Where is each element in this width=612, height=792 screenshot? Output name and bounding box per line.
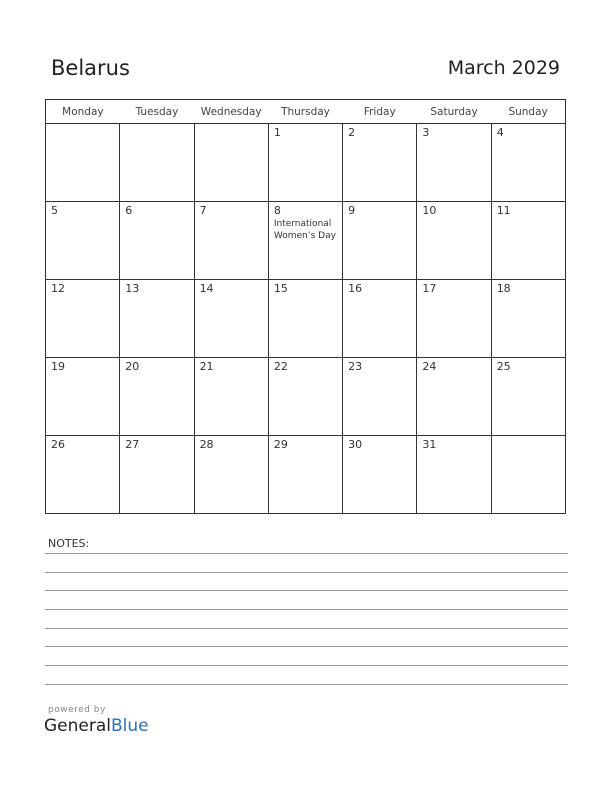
generalblue-logo <box>44 716 149 736</box>
day-cell <box>46 436 120 514</box>
day-number: 5 <box>51 204 58 217</box>
day-number: 18 <box>496 282 511 295</box>
weekday-header-monday: Monday <box>46 100 120 124</box>
month-year-title: March 2029 <box>447 57 560 79</box>
day-cell <box>194 124 268 202</box>
day-number: 21 <box>199 360 214 373</box>
note-line <box>45 665 568 666</box>
day-cell <box>194 202 268 280</box>
day-number: 23 <box>348 360 363 373</box>
week-row-4 <box>46 358 566 436</box>
day-number: 9 <box>348 204 356 217</box>
day-cell <box>120 280 194 358</box>
weekday-header-saturday: Saturday <box>417 100 491 124</box>
week-row-5 <box>46 436 566 514</box>
day-cell <box>343 202 417 280</box>
day-number: 30 <box>348 438 363 451</box>
day-number: 4 <box>496 126 504 139</box>
day-number: 12 <box>51 282 65 295</box>
day-cell <box>417 124 491 202</box>
day-cell <box>120 436 194 514</box>
day-number: 16 <box>348 282 363 295</box>
day-number: 1 <box>273 126 281 139</box>
note-line <box>45 572 568 573</box>
day-number: 10 <box>422 204 437 217</box>
weekday-header-thursday: Thursday <box>268 100 342 124</box>
day-number: 24 <box>422 360 437 373</box>
day-number: 26 <box>51 438 65 451</box>
note-line <box>45 553 568 554</box>
holiday-label: International Women’s Day <box>273 219 336 241</box>
day-cell <box>491 124 565 202</box>
day-cell <box>194 358 268 436</box>
day-cell <box>343 358 417 436</box>
day-number: 27 <box>125 438 140 451</box>
day-cell <box>343 280 417 358</box>
notes-label: NOTES: <box>48 537 90 550</box>
day-number: 31 <box>422 438 437 451</box>
day-number: 17 <box>422 282 437 295</box>
calendar-grid <box>45 99 566 514</box>
note-line <box>45 609 568 610</box>
weekday-header-wednesday: Wednesday <box>194 100 268 124</box>
day-number: 19 <box>51 360 65 373</box>
day-cell <box>491 436 565 514</box>
day-number: 11 <box>496 204 511 217</box>
week-row-1 <box>46 124 566 202</box>
day-cell <box>343 124 417 202</box>
day-number: 2 <box>348 126 356 139</box>
day-number: 22 <box>273 360 288 373</box>
weekday-header-tuesday: Tuesday <box>120 100 194 124</box>
day-number: 28 <box>199 438 214 451</box>
note-line <box>45 590 568 591</box>
day-cell <box>46 124 120 202</box>
day-number: 29 <box>273 438 288 451</box>
day-cell <box>268 202 342 280</box>
day-number: 7 <box>199 204 207 217</box>
day-cell <box>491 280 565 358</box>
day-cell <box>120 358 194 436</box>
weekday-header-sunday: Sunday <box>491 100 565 124</box>
note-line <box>45 646 568 647</box>
week-row-2 <box>46 202 566 280</box>
day-cell <box>120 124 194 202</box>
weekday-header-row <box>46 100 566 124</box>
country-title: Belarus <box>51 56 130 80</box>
day-number: 13 <box>125 282 140 295</box>
day-number: 8 <box>273 204 281 217</box>
day-cell <box>417 436 491 514</box>
day-cell <box>491 358 565 436</box>
brand-blue: Blue <box>111 716 149 736</box>
day-cell <box>46 280 120 358</box>
day-cell <box>417 280 491 358</box>
day-cell <box>417 202 491 280</box>
week-row-3 <box>46 280 566 358</box>
day-cell <box>194 436 268 514</box>
day-cell <box>343 436 417 514</box>
day-number: 20 <box>125 360 140 373</box>
powered-by-text: powered by <box>48 705 106 715</box>
weekday-header-friday: Friday <box>343 100 417 124</box>
day-cell <box>268 358 342 436</box>
day-number: 25 <box>496 360 511 373</box>
day-cell <box>491 202 565 280</box>
note-line <box>45 684 568 685</box>
day-cell <box>194 280 268 358</box>
note-line <box>45 628 568 629</box>
day-cell <box>46 358 120 436</box>
day-number: 15 <box>273 282 288 295</box>
day-cell <box>46 202 120 280</box>
brand-general: General <box>44 716 111 736</box>
day-cell <box>268 436 342 514</box>
day-cell <box>268 124 342 202</box>
day-cell <box>417 358 491 436</box>
day-number: 3 <box>422 126 430 139</box>
day-cell <box>120 202 194 280</box>
day-number: 6 <box>125 204 133 217</box>
day-number: 14 <box>199 282 214 295</box>
day-cell <box>268 280 342 358</box>
